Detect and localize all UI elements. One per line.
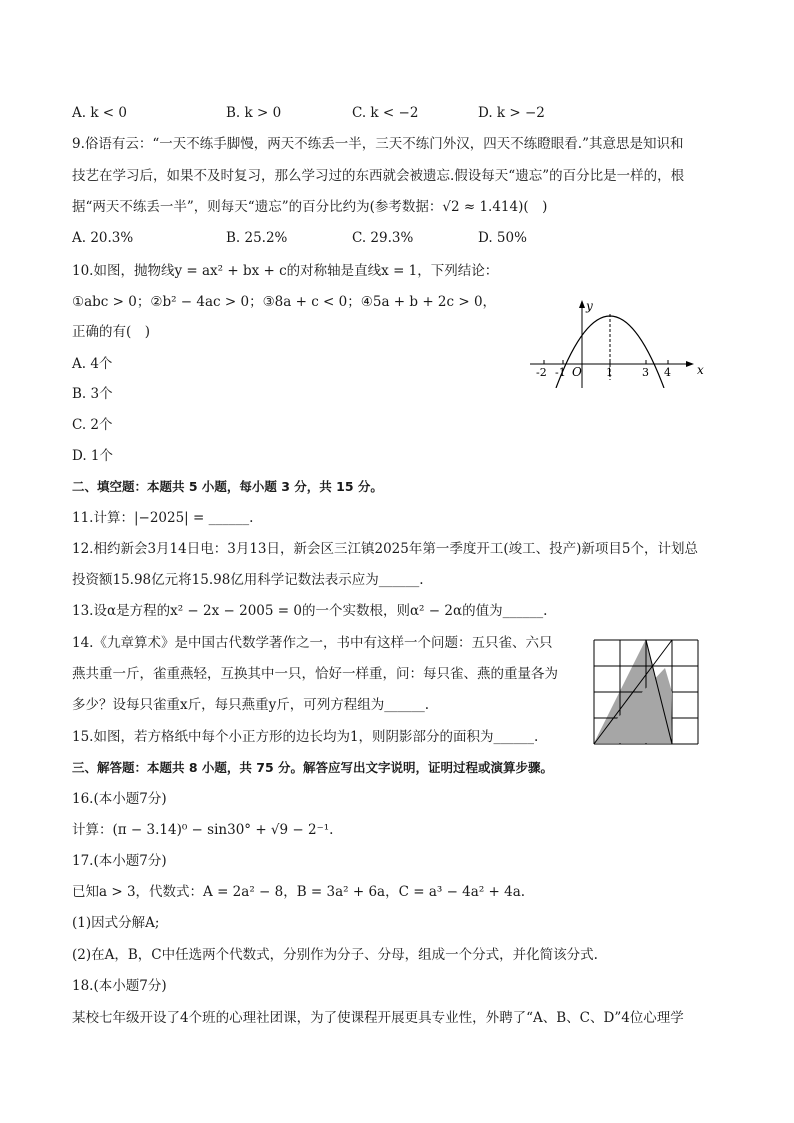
section-2-heading: 二、填空题：本题共 5 小题，每小题 3 分，共 15 分。 xyxy=(72,479,383,494)
origin-label: O xyxy=(572,365,582,379)
tick-label-1: 1 xyxy=(606,366,613,379)
q17-heading: 17.(本小题7分) xyxy=(72,853,167,869)
q8-option-a: A. k < 0 xyxy=(72,105,127,121)
q8-option-b: B. k > 0 xyxy=(226,105,282,121)
q17-line-1: 已知a > 3，代数式：A = 2a² − 8，B = 3a² + 6a，C = a³ − 4a² + 4a. xyxy=(72,884,526,900)
grid-figure xyxy=(593,639,699,745)
q10-line-2: ①abc > 0；②b² − 4ac > 0；③8a + c < 0；④5a + b + 2c > 0， xyxy=(72,294,497,310)
q8-option-c: C. k < −2 xyxy=(352,105,419,121)
q10-line-3: 正确的有( ) xyxy=(72,324,151,340)
q9-line-3: 据“两天不练丢一半”，则每天“遗忘”的百分比约为(参考数据：√2 ≈ 1.414)( ) xyxy=(72,199,548,215)
q9-line-1: 9.俗语有云：“一天不练手脚慢，两天不练丢一半，三天不练门外汉，四天不练瞪眼看.”其意思是知识和 xyxy=(72,136,684,152)
q15-text: 15.如图，若方格纸中每个小正方形的边长均为1，则阴影部分的面积为______. xyxy=(72,729,539,745)
tick-label-3: 3 xyxy=(642,366,649,379)
q14-line-1: 14.《九章算术》是中国古代数学著作之一，书中有这样一个问题：五只雀、六只 xyxy=(72,635,553,651)
q9-option-d: D. 50% xyxy=(478,230,527,246)
q9-line-2: 技艺在学习后，如果不及时复习，那么学习过的东西就会被遗忘.假设每天“遗忘”的百分比是一样的，根 xyxy=(72,168,685,184)
y-axis-arrow xyxy=(579,300,585,308)
q14-line-3: 多少？设每只雀重x斤，每只燕重y斤，可列方程组为______. xyxy=(72,697,430,713)
q16-heading: 16.(本小题7分) xyxy=(72,791,167,807)
q12-line-2: 投资额15.98亿元将15.98亿用科学记数法表示应为______. xyxy=(72,572,424,588)
tick-label-neg1: -1 xyxy=(555,366,566,379)
parabola-graph xyxy=(528,296,714,388)
q9-option-c: C. 29.3% xyxy=(352,230,414,246)
q9-option-a: A. 20.3% xyxy=(72,230,134,246)
q8-option-d: D. k > −2 xyxy=(478,105,545,121)
q16-body: 计算：(π − 3.14)⁰ − sin30° + √9 − 2⁻¹. xyxy=(72,822,334,838)
q18-heading: 18.(本小题7分) xyxy=(72,978,167,994)
q12-line-1: 12.相约新会3月14日电：3月13日，新会区三江镇2025年第一季度开工(竣工、投产)新项目5个，计划总 xyxy=(72,541,698,557)
q10-option-c: C. 2个 xyxy=(72,417,113,433)
q9-option-b: B. 25.2% xyxy=(226,230,288,246)
tick-label-neg2: -2 xyxy=(536,366,547,379)
x-label: x xyxy=(697,363,704,377)
q10-option-b: B. 3个 xyxy=(72,386,113,402)
q13-text: 13.设α是方程的x² − 2x − 2005 = 0的一个实数根，则α² − 2α的值为______. xyxy=(72,603,548,619)
q10-option-d: D. 1个 xyxy=(72,448,114,464)
q17-part-1: (1)因式分解A; xyxy=(72,915,160,931)
q10-line-1: 10.如图，抛物线y = ax² + bx + c的对称轴是直线x = 1，下列结论： xyxy=(72,263,499,279)
x-axis-arrow xyxy=(686,361,694,367)
q10-option-a: A. 4个 xyxy=(72,356,113,372)
q17-part-2: (2)在A，B，C中任选两个代数式，分别作为分子、分母，组成一个分式，并化简该分式. xyxy=(72,947,598,963)
tick-label-4: 4 xyxy=(664,366,671,379)
section-3-heading: 三、解答题：本题共 8 小题，共 75 分。解答应写出文字说明，证明过程或演算步骤。 xyxy=(72,760,554,775)
y-label: y xyxy=(586,299,593,313)
q18-line-1: 某校七年级开设了4个班的心理社团课，为了使课程开展更具专业性，外聘了“A、B、C、D”4位心理学 xyxy=(72,1010,684,1026)
q14-line-2: 燕共重一斤，雀重燕轻，互换其中一只，恰好一样重，问：每只雀、燕的重量各为 xyxy=(72,666,558,682)
q11-text: 11.计算：|−2025| = ______. xyxy=(72,510,254,526)
